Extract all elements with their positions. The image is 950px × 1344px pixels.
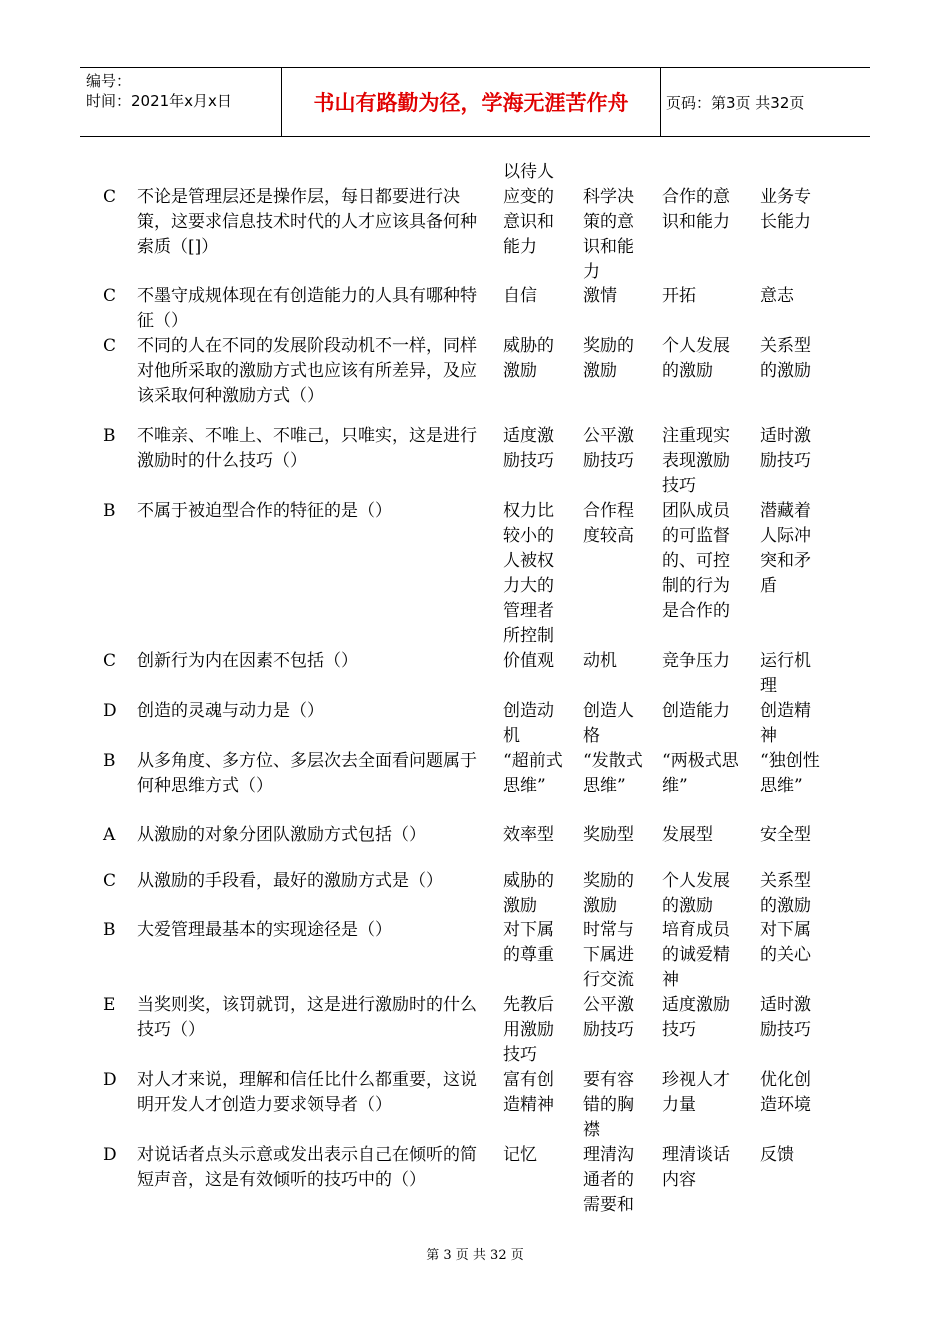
question-cell: 大爱管理最基本的实现途径是（） <box>137 920 392 940</box>
option-c-cell: 培育成员的诚爱精神 <box>662 920 730 990</box>
option-b-cell: 奖励型 <box>583 825 634 845</box>
option-a-cell: 适度激励技巧 <box>503 426 554 471</box>
option-d-cell: “独创性思维” <box>760 751 820 796</box>
option-d-cell: 创造精神 <box>760 701 811 746</box>
option-a-cell: “超前式思维” <box>503 751 563 796</box>
option-c-cell: 理清谈话内容 <box>662 1145 730 1190</box>
option-c-cell: “两极式思维” <box>662 751 739 796</box>
option-a-cell: 富有创造精神 <box>503 1070 554 1115</box>
question-cell: 不论是管理层还是操作层，每日都要进行决策，这要求信息技术时代的人才应该具备何种索质（[]） <box>137 187 477 257</box>
option-a-cell: 记忆 <box>503 1145 537 1165</box>
option-b-cell: 激情 <box>583 286 617 306</box>
option-c-cell: 开拓 <box>662 286 696 306</box>
question-cell: 从激励的手段看，最好的激励方式是（） <box>137 871 443 891</box>
option-a-cell: 以待人应变的意识和能力 <box>503 162 554 257</box>
answer-cell: C <box>103 187 117 207</box>
answer-cell: B <box>103 426 116 446</box>
page-footer: 第 3 页 共 32 页 <box>426 1248 524 1263</box>
question-cell: 当奖则奖，该罚就罚，这是进行激励时的什么技巧（） <box>137 995 477 1040</box>
answer-cell: D <box>103 701 117 721</box>
option-c-cell: 适度激励技巧 <box>662 995 730 1040</box>
option-b-cell: 创造人格 <box>583 701 634 746</box>
question-cell: 不属于被迫型合作的特征的是（） <box>137 501 392 521</box>
option-d-cell: 运行机理 <box>760 651 811 696</box>
header-left-cell <box>80 68 282 136</box>
answer-cell: A <box>103 825 116 845</box>
option-d-cell: 关系型的激励 <box>760 336 811 381</box>
question-cell: 创新行为内在因素不包括（） <box>137 651 358 671</box>
option-c-cell: 个人发展的激励 <box>662 336 730 381</box>
option-d-cell: 意志 <box>760 286 794 306</box>
option-a-cell: 对下属的尊重 <box>503 920 554 965</box>
option-c-cell: 合作的意识和能力 <box>662 187 730 232</box>
option-a-cell: 威胁的激励 <box>503 871 554 916</box>
document-time-label: 时间：2021年x月x日 <box>86 92 232 110</box>
question-cell: 从多角度、多方位、多层次去全面看问题属于何种思维方式（） <box>137 751 477 796</box>
option-a-cell: 威胁的激励 <box>503 336 554 381</box>
option-d-cell: 反馈 <box>760 1145 794 1165</box>
answer-cell: C <box>103 336 117 356</box>
question-cell: 不墨守成规体现在有创造能力的人具有哪种特征（） <box>137 286 477 331</box>
option-b-cell: 要有容错的胸襟 <box>583 1070 634 1140</box>
option-b-cell: 合作程度较高 <box>583 501 634 546</box>
option-a-cell: 权力比较小的人被权力大的管理者所控制 <box>503 501 554 646</box>
option-a-cell: 先教后用激励技巧 <box>503 995 554 1065</box>
option-c-cell: 竞争压力 <box>662 651 730 671</box>
option-c-cell: 珍视人才力量 <box>662 1070 730 1115</box>
option-a-cell: 创造动机 <box>503 701 554 746</box>
answer-cell: D <box>103 1070 117 1090</box>
question-cell: 创造的灵魂与动力是（） <box>137 701 324 721</box>
answer-cell: B <box>103 920 116 940</box>
answer-cell: B <box>103 751 116 771</box>
option-d-cell: 适时激励技巧 <box>760 426 811 471</box>
answer-cell: E <box>103 995 116 1015</box>
option-d-cell: 适时激励技巧 <box>760 995 811 1040</box>
answer-cell: D <box>103 1145 117 1165</box>
option-d-cell: 关系型的激励 <box>760 871 811 916</box>
option-b-cell: 时常与下属进行交流 <box>583 920 634 990</box>
question-cell: 不唯亲、不唯上、不唯己，只唯实，这是进行激励时的什么技巧（） <box>137 426 477 471</box>
option-c-cell: 个人发展的激励 <box>662 871 730 916</box>
document-number-label: 编号： <box>86 72 132 90</box>
option-c-cell: 团队成员的可监督的、可控制的行为是合作的 <box>662 501 730 621</box>
header-motto: 书山有路勤为径，学海无涯苦作舟 <box>282 68 661 136</box>
header-page-info: 页码：第3页 共32页 <box>666 93 805 112</box>
option-b-cell: 动机 <box>583 651 617 671</box>
question-cell: 从激励的对象分团队激励方式包括（） <box>137 825 426 845</box>
answer-cell: C <box>103 651 117 671</box>
option-d-cell: 优化创造环境 <box>760 1070 811 1115</box>
option-c-cell: 发展型 <box>662 825 713 845</box>
answer-cell: C <box>103 871 117 891</box>
option-b-cell: 公平激励技巧 <box>583 426 634 471</box>
option-a-cell: 效率型 <box>503 825 554 845</box>
question-cell: 对人才来说，理解和信任比什么都重要，这说明开发人才创造力要求领导者（） <box>137 1070 477 1115</box>
answer-cell: B <box>103 501 116 521</box>
option-a-cell: 自信 <box>503 286 537 306</box>
question-cell: 不同的人在不同的发展阶段动机不一样，同样对他所采取的激励方式也应该有所差异，及应该采取何种激励方式（） <box>137 336 477 406</box>
option-b-cell: 奖励的激励 <box>583 336 634 381</box>
option-d-cell: 安全型 <box>760 825 811 845</box>
option-b-cell: 奖励的激励 <box>583 871 634 916</box>
page-header <box>80 67 870 137</box>
option-c-cell: 创造能力 <box>662 701 730 721</box>
option-a-cell: 价值观 <box>503 651 554 671</box>
option-b-cell: 科学决策的意识和能力 <box>583 187 634 282</box>
option-d-cell: 业务专长能力 <box>760 187 811 232</box>
option-b-cell: “发散式思维” <box>583 751 643 796</box>
option-d-cell: 对下属的关心 <box>760 920 811 965</box>
option-b-cell: 公平激励技巧 <box>583 995 634 1040</box>
answer-cell: C <box>103 286 117 306</box>
option-b-cell: 理清沟通者的需要和 <box>583 1145 634 1215</box>
question-cell: 对说话者点头示意或发出表示自己在倾听的简短声音，这是有效倾听的技巧中的（） <box>137 1145 477 1190</box>
option-c-cell: 注重现实表现激励技巧 <box>662 426 730 496</box>
option-d-cell: 潜藏着人际冲突和矛盾 <box>760 501 811 596</box>
